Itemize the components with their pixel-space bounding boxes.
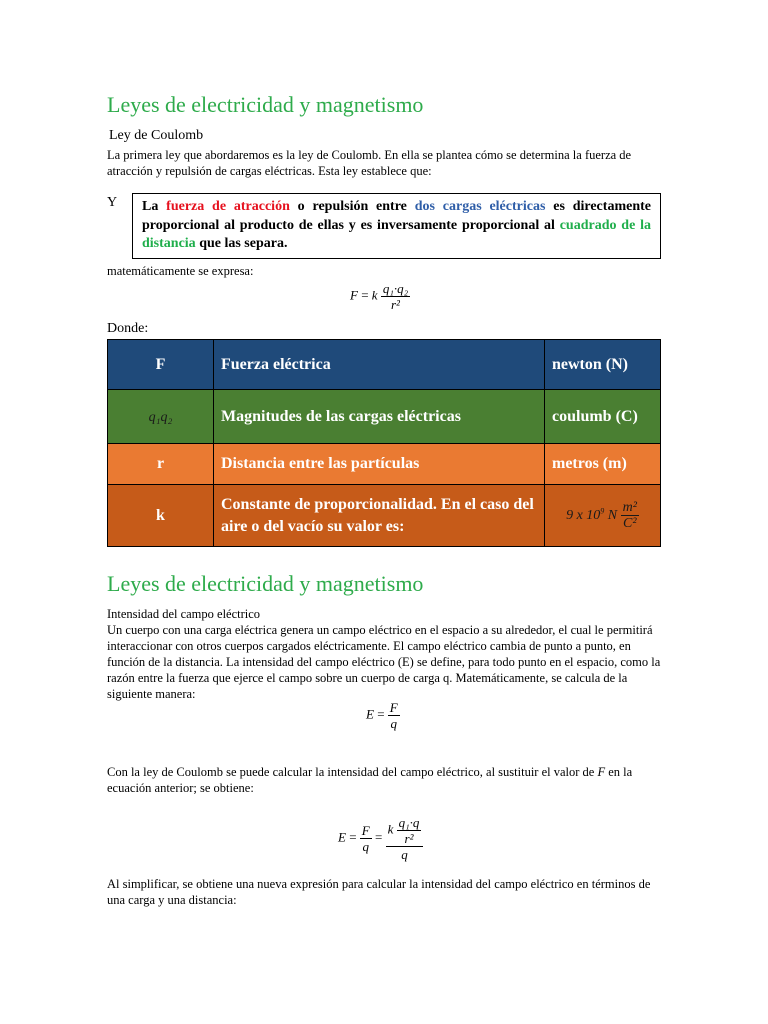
description-cell: Distancia entre las partículas <box>214 444 545 485</box>
k-newton: N <box>607 507 618 523</box>
formula-compound-denominator: q <box>401 847 408 862</box>
symbol-cell: r <box>108 444 214 485</box>
field-paragraph: Un cuerpo con una carga eléctrica genera un campo eléctrico en el espacio a su alrededor, el cual le permitirá interaccionar con otros cuerpos cargados eléctricamente. El campo eléctrico cambia de punto a punto, en función de la distancia. La intensidad del campo eléctrico (E) se define, para todo punto en el espacio, como la razón entre la fuerza que ejerce el campo sobre un cuerpo de carga q. Matemáticamente, se calcula de la siguiente manera: <box>107 623 661 701</box>
formula-k: k <box>371 287 378 303</box>
formula-fraction <box>360 823 372 854</box>
variables-table <box>107 339 661 547</box>
substitution-paragraph <box>107 764 661 796</box>
law-text-2: o repulsión entre <box>289 199 415 214</box>
formula-numerator: F <box>389 700 398 715</box>
formula-inner-numerator: q₁·q <box>398 815 420 830</box>
coulomb-law-box <box>132 193 661 259</box>
k-unit-den: C² <box>623 516 637 531</box>
law-highlight-distance: cuadrado de la distancia <box>142 217 651 251</box>
formula-k: k <box>387 821 394 837</box>
unit-cell <box>545 485 661 547</box>
subheading: Intensidad del campo eléctrico <box>107 607 261 621</box>
symbol-cell: F <box>108 340 214 390</box>
k-unit-num: m² <box>622 500 637 515</box>
subheading: Ley de Coulomb <box>109 128 204 143</box>
formula-compound-numerator <box>386 815 424 847</box>
unit-cell: coulumb (C) <box>545 390 661 444</box>
symbol-cell: q₁q₂ <box>148 409 173 425</box>
formula-eq: = <box>377 706 385 722</box>
law-text-3: es directamente proporcional al producto de ellas y es inversamente proporcional al <box>142 199 651 233</box>
intro-paragraph: La primera ley que abordaremos es la ley de Coulomb. En ella se plantea cómo se determina la fuerza de atracción y repulsión de cargas eléctricas. Esta ley establece que: <box>107 148 632 178</box>
formula-eq: = <box>349 829 357 845</box>
law-text-1: La <box>142 199 167 214</box>
k-unit-fraction <box>621 500 639 531</box>
table-row <box>108 485 661 547</box>
formula-fraction <box>388 700 400 731</box>
para-text: Con la ley de Coulomb se puede calcular la intensidad del campo eléctrico, al sustituir el valor de <box>107 765 598 779</box>
unit-cell: metros (m) <box>545 444 661 485</box>
math-intro: matemáticamente se expresa: <box>107 264 254 278</box>
description-cell: Magnitudes de las cargas eléctricas <box>214 390 545 444</box>
formula-denominator: r² <box>390 297 400 312</box>
description-cell: Constante de proporcionalidad. En el caso del aire o del vacío su valor es: <box>214 485 545 547</box>
table-row <box>108 390 661 444</box>
section-heading: Leyes de electricidad y magnetismo <box>107 92 424 117</box>
table-row <box>108 444 661 485</box>
law-highlight-attraction: fuerza de atracción <box>166 199 290 214</box>
field-formula <box>366 700 400 731</box>
symbol-cell: k <box>108 485 214 547</box>
formula-numerator: q₁·q₂ <box>382 281 409 296</box>
section-heading: Leyes de electricidad y magnetismo <box>107 571 424 596</box>
combined-formula <box>338 815 423 862</box>
para-text: en la ecuación anterior; se obtiene: <box>107 765 633 795</box>
simplify-paragraph: Al simplificar, se obtiene una nueva expresión para calcular la intensidad del campo eléctrico en términos de una carga y una distancia: <box>107 877 651 907</box>
unit-cell: newton (N) <box>545 340 661 390</box>
k-coefficient: 9 x 10 <box>566 507 601 523</box>
formula-lhs: E <box>338 829 346 845</box>
coulomb-formula <box>350 281 410 312</box>
side-letter: Y <box>107 195 118 210</box>
formula-eq: = <box>361 287 369 303</box>
formula-inner-fraction <box>397 815 422 846</box>
formula-lhs: E <box>366 706 374 722</box>
formula-denominator: q <box>390 716 398 731</box>
formula-lhs: F <box>350 287 358 303</box>
formula-denominator: q <box>362 839 370 854</box>
formula-numerator: F <box>361 823 370 838</box>
formula-compound-fraction <box>386 815 424 862</box>
para-variable: F <box>597 765 606 779</box>
formula-eq: = <box>375 829 383 845</box>
k-exponent: 9 <box>600 506 605 516</box>
table-row <box>108 340 661 390</box>
description-cell: Fuerza eléctrica <box>214 340 545 390</box>
donde-label: Donde: <box>107 321 149 336</box>
law-text-4: que las separa. <box>195 236 288 251</box>
formula-inner-denominator: r² <box>404 831 414 846</box>
law-highlight-charges: dos cargas eléctricas <box>414 199 546 214</box>
formula-fraction <box>381 281 410 312</box>
